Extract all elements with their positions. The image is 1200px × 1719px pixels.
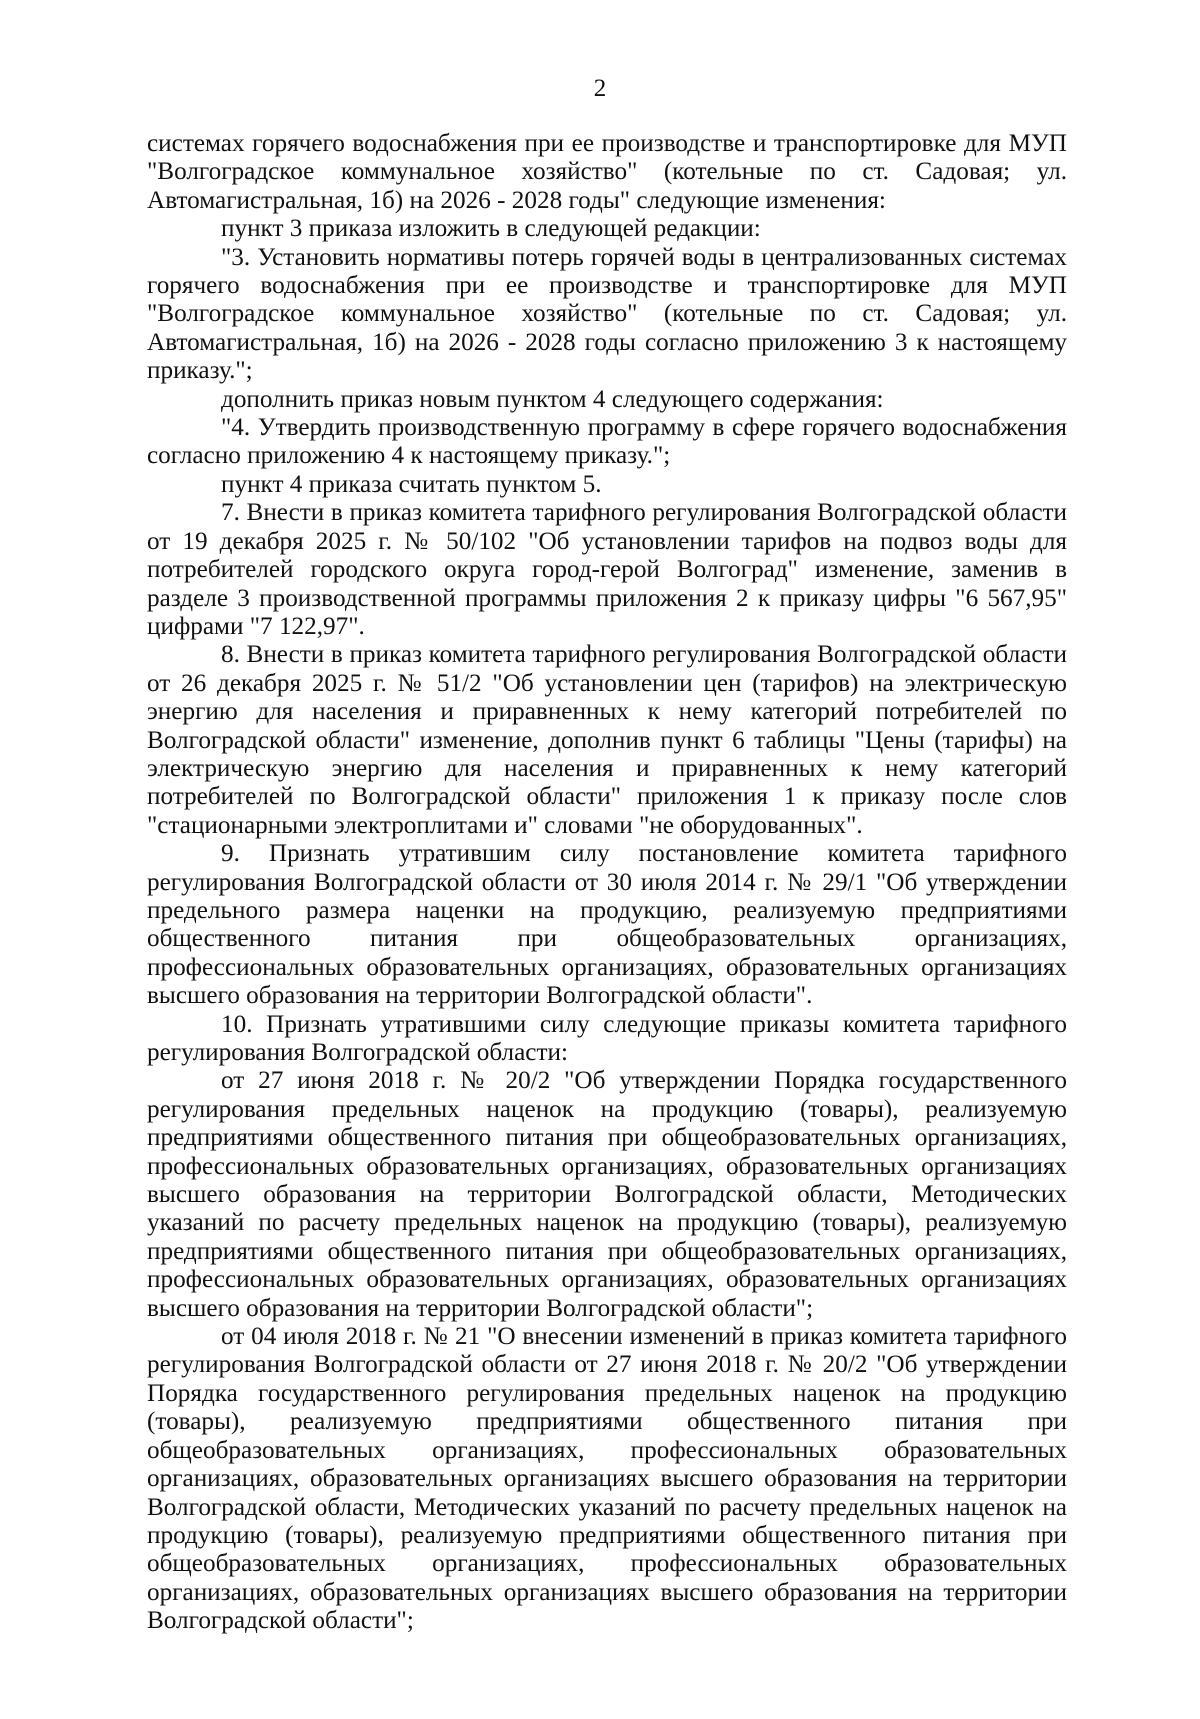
- document-body: [147, 130, 1067, 1636]
- paragraph: пункт 4 приказа считать пунктом 5.: [221, 470, 602, 498]
- paragraph: дополнить приказ новым пунктом 4 следующего содержания:: [221, 385, 884, 413]
- paragraph: 8. Внести в приказ комитета тарифного регулирования Волгоградской области от 26 декабря 2025 г. № 51/2 "Об установлении цен (тарифов) на электрическую энергию для населения и приравненных к нему категорий потребителей по Волгоградской области" изменение, дополнив пункт 6 таблицы "Цены (тарифы) на электрическую энергию для населения и приравненных к нему категорий потребителей по Волгоградской области" приложения 1 к приказу после слов "стационарными электроплитами и" словами "не оборудованных".: [147, 641, 1067, 839]
- paragraph: 9. Признать утратившим силу постановление комитета тарифного регулирования Волгоградской области от 30 июля 2014 г. № 29/1 "Об утверждении предельного размера наценки на продукцию, реализуемую предприятиями общественного питания при общеобразовательных организациях, профессиональных образовательных организациях, образовательных организациях высшего образования на территории Волгоградской области".: [147, 840, 1067, 1010]
- page-number: 2: [593, 75, 607, 102]
- paragraph: от 04 июля 2018 г. № 21 "О внесении изменений в приказ комитета тарифного регулирования Волгоградской области от 27 июня 2018 г. № 20/2 "Об утверждении Порядка государственного регулирования предельных наценок на продукцию (товары), реализуемую предприятиями общественного питания при общеобразовательных организациях, профессиональных образовательных организациях, образовательных организациях высшего образования на территории Волгоградской области, Методических указаний по расчету предельных наценок на продукцию (товары), реализуемую предприятиями общественного питания при общеобразовательных организациях, профессиональных образовательных организациях, образовательных организациях высшего образования на территории Волгоградской области";: [147, 1323, 1067, 1635]
- paragraph: от 27 июня 2018 г. № 20/2 "Об утверждении Порядка государственного регулирования предельных наценок на продукцию (товары), реализуемую предприятиями общественного питания при общеобразовательных организациях, профессиональных образовательных организациях, образовательных организациях высшего образования на территории Волгоградской области, Методических указаний по расчету предельных наценок на продукцию (товары), реализуемую предприятиями общественного питания при общеобразовательных организациях, профессиональных образовательных организациях, образовательных организациях высшего образования на территории Волгоградской области";: [147, 1067, 1067, 1322]
- paragraph: "4. Утвердить производственную программу в сфере горячего водоснабжения согласно приложению 4 к настоящему приказу.";: [147, 414, 1067, 470]
- paragraph: системах горячего водоснабжения при ее производстве и транспортировке для МУП "Волгоградское коммунальное хозяйство" (котельные по ст. Садовая; ул. Автомагистральная, 1б) на 2026 - 2028 годы" следующие изменения:: [147, 130, 1067, 214]
- paragraph: "3. Установить нормативы потерь горячей воды в централизованных системах горячего водоснабжения при ее производстве и транспортировке для МУП "Волгоградское коммунальное хозяйство" (котельные по ст. Садовая; ул. Автомагистральная, 1б) на 2026 - 2028 годы согласно приложению 3 к настоящему приказу.";: [147, 243, 1067, 385]
- paragraph: 10. Признать утратившими силу следующие приказы комитета тарифного регулирования Волгоградской области:: [147, 1010, 1067, 1066]
- paragraph: 7. Внести в приказ комитета тарифного регулирования Волгоградской области от 19 декабря 2025 г. № 50/102 "Об установлении тарифов на подвоз воды для потребителей городского округа город-герой Волгоград" изменение, заменив в разделе 3 производственной программы приложения 2 к приказу цифры "6 567,95" цифрами "7 122,97".: [147, 499, 1067, 640]
- paragraph: пункт 3 приказа изложить в следующей редакции:: [221, 215, 761, 243]
